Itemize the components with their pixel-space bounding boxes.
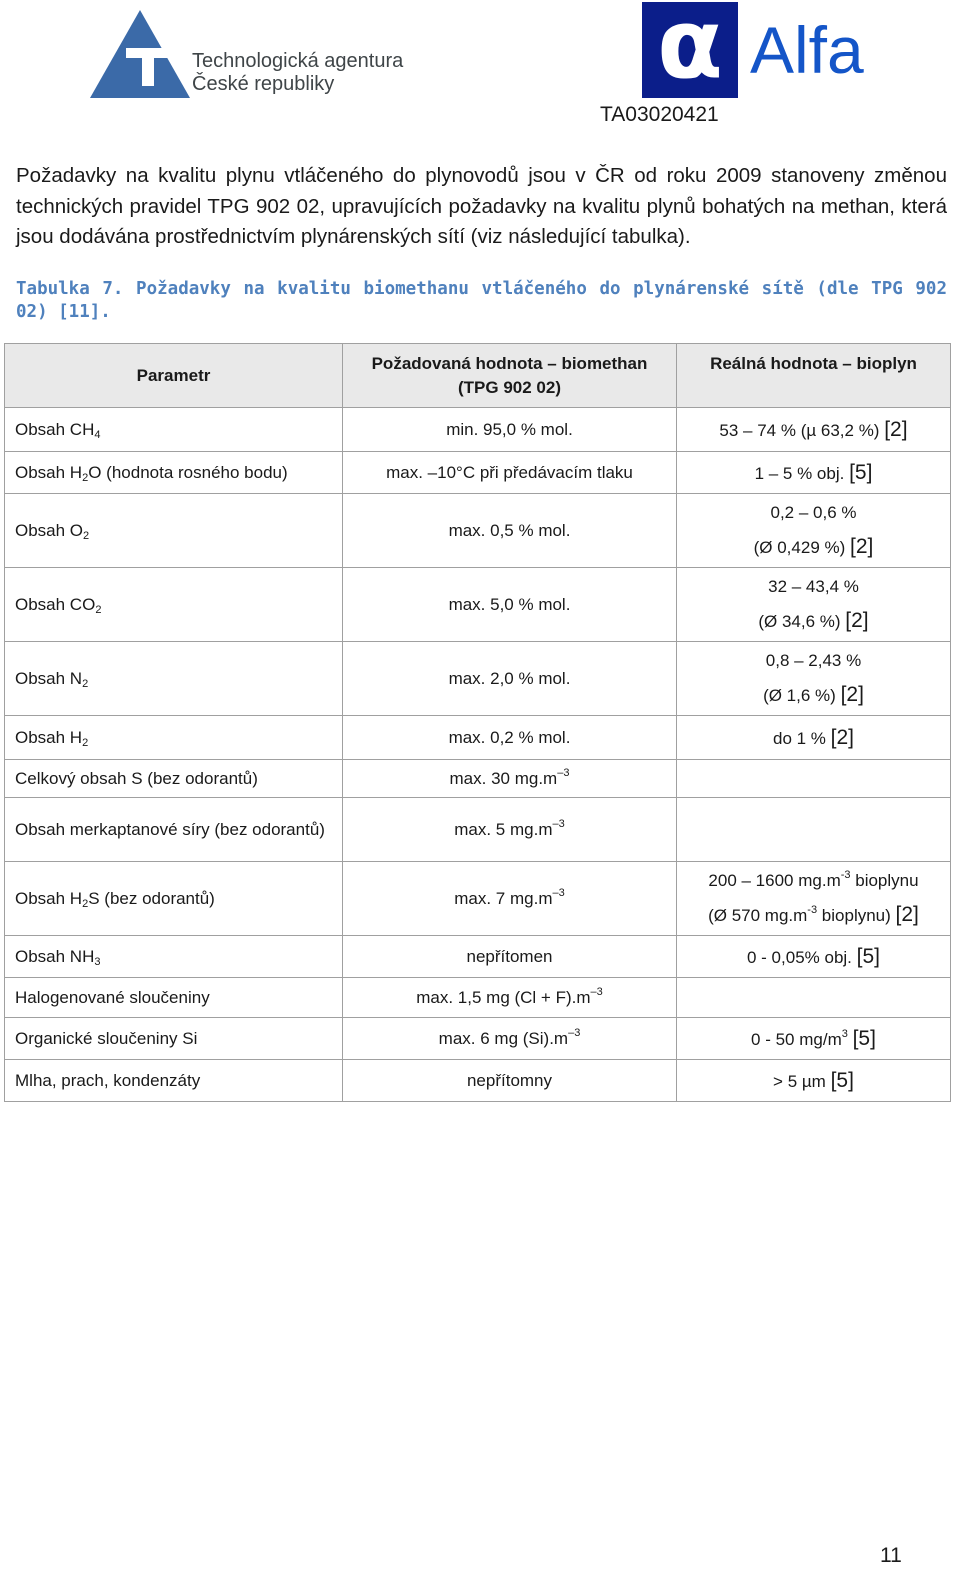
- real-cell: > 5 µm [5]: [677, 1060, 951, 1102]
- header-required-line-1: Požadovaná hodnota – biomethan: [371, 354, 648, 373]
- required-cell: min. 95,0 % mol.: [343, 408, 677, 452]
- param-cell: Obsah $NH_3$: [5, 936, 343, 978]
- table-row: [5, 862, 951, 936]
- required-cell: max. 1,5 mg $(Cl + F).m^{-3}$: [343, 978, 677, 1018]
- required-cell: max. –10°C při předávacím tlaku: [343, 452, 677, 494]
- reference: [2]: [850, 535, 874, 558]
- reference: [5]: [849, 460, 873, 484]
- project-code: TA03020421: [600, 103, 719, 126]
- table-row: [5, 1060, 951, 1102]
- real-cell: 1 – 5 % obj. [5]: [677, 452, 951, 494]
- param-cell: Obsah $H_2$: [5, 716, 343, 760]
- table-row: [5, 408, 951, 452]
- param-cell: Obsah $O_2$: [5, 494, 343, 568]
- reference: [2]: [830, 725, 855, 749]
- real-cell: 32 – 43,4 % (Ø 34,6 %) [2]: [677, 568, 951, 642]
- real-cell: 0,2 – 0,6 % (Ø 0,429 %) [2]: [677, 494, 951, 568]
- alfa-logo: [642, 2, 872, 100]
- reference: [2]: [840, 683, 864, 706]
- intro-paragraph: Požadavky na kvalitu plynu vtláčeného do plynovodů jsou v ČR od roku 2009 stanoveny změnou technických pravidel TPG 902 02, upravujících požadavky na kvalitu plynů bohatých na methan, která jsou dodávána prostřednictvím plynárenských sítí (viz následující tabulka).: [16, 164, 947, 248]
- alfa-word: Alfa: [750, 13, 864, 87]
- real-cell: 0 - 0,05% obj. [5]: [677, 936, 951, 978]
- param-cell: Obsah $CO_2$: [5, 568, 343, 642]
- param-cell: Obsah merkaptanové síry (bez odorantů): [5, 798, 343, 862]
- tacr-line-1: Technologická agentura: [192, 50, 404, 72]
- param-cell: Mlha, prach, kondenzáty: [5, 1060, 343, 1102]
- required-cell: max. 5 $mg.m^{-3}$: [343, 798, 677, 862]
- real-cell: do 1 % [2]: [677, 716, 951, 760]
- required-cell: max. 2,0 % mol.: [343, 642, 677, 716]
- reference: [5]: [830, 1068, 854, 1092]
- header-real: Reálná hodnota – bioplyn: [677, 344, 951, 408]
- real-cell: 0 - 50 $mg/m^3$ [5]: [677, 1018, 951, 1060]
- table-row: [5, 936, 951, 978]
- param-cell: Obsah $H_2O$ (hodnota rosného bodu): [5, 452, 343, 494]
- param-cell: Obsah $N_2$: [5, 642, 343, 716]
- tacr-triangle-icon: [88, 8, 192, 100]
- table-row: [5, 760, 951, 798]
- tacr-logo: [88, 8, 418, 104]
- real-cell: 53 – 74 % (µ 63,2 %) [2]: [677, 408, 951, 452]
- param-cell: Obsah $H_2S$ (bez odorantů): [5, 862, 343, 936]
- required-cell: max. 30 $mg.m^{-3}$: [343, 760, 677, 798]
- table-row: [5, 716, 951, 760]
- page-number: 11: [880, 1544, 902, 1567]
- reference: [2]: [884, 417, 908, 441]
- alfa-symbol: α: [642, 2, 738, 98]
- table-row: [5, 1018, 951, 1060]
- table-row: [5, 494, 951, 568]
- param-cell: Organické sloučeniny Si: [5, 1018, 343, 1060]
- param-cell: Obsah $CH_4$: [5, 408, 343, 452]
- reference: [2]: [845, 609, 869, 632]
- table-header-row: [5, 344, 951, 408]
- table-row: [5, 568, 951, 642]
- header-parameter: Parametr: [5, 344, 343, 408]
- real-cell: [677, 978, 951, 1018]
- param-cell: Halogenované sloučeniny: [5, 978, 343, 1018]
- param-cell: Celkový obsah S (bez odorantů): [5, 760, 343, 798]
- header-required: [343, 344, 677, 408]
- tacr-line-2: České republiky: [192, 73, 335, 95]
- table-row: [5, 978, 951, 1018]
- required-cell: max. 0,5 % mol.: [343, 494, 677, 568]
- reference: [2]: [895, 903, 919, 926]
- reference: [5]: [852, 1026, 876, 1050]
- required-cell: nepřítomny: [343, 1060, 677, 1102]
- header-required-line-2: (TPG 902 02): [458, 378, 561, 397]
- requirements-table: [4, 343, 951, 1102]
- table-row: [5, 798, 951, 862]
- table-row: [5, 452, 951, 494]
- required-cell: nepřítomen: [343, 936, 677, 978]
- real-cell: [677, 760, 951, 798]
- real-cell: 0,8 – 2,43 % (Ø 1,6 %) [2]: [677, 642, 951, 716]
- required-cell: max. 6 mg $(Si).m^{-3}$: [343, 1018, 677, 1060]
- required-cell: max. 7 $mg.m^{-3}$: [343, 862, 677, 936]
- required-cell: max. 5,0 % mol.: [343, 568, 677, 642]
- real-cell: [677, 798, 951, 862]
- tacr-name: [192, 50, 403, 96]
- reference: [5]: [856, 944, 880, 968]
- table-row: [5, 642, 951, 716]
- required-cell: max. 0,2 % mol.: [343, 716, 677, 760]
- real-cell: 200 – 1600 $mg.m^{-3}$ bioplynu (Ø 570 $mg.m^{-3}$ bioplynu) [2]: [677, 862, 951, 936]
- table-caption: Tabulka 7. Požadavky na kvalitu biomethanu vtláčeného do plynárenské sítě (dle TPG 902 02) [11].: [16, 279, 947, 322]
